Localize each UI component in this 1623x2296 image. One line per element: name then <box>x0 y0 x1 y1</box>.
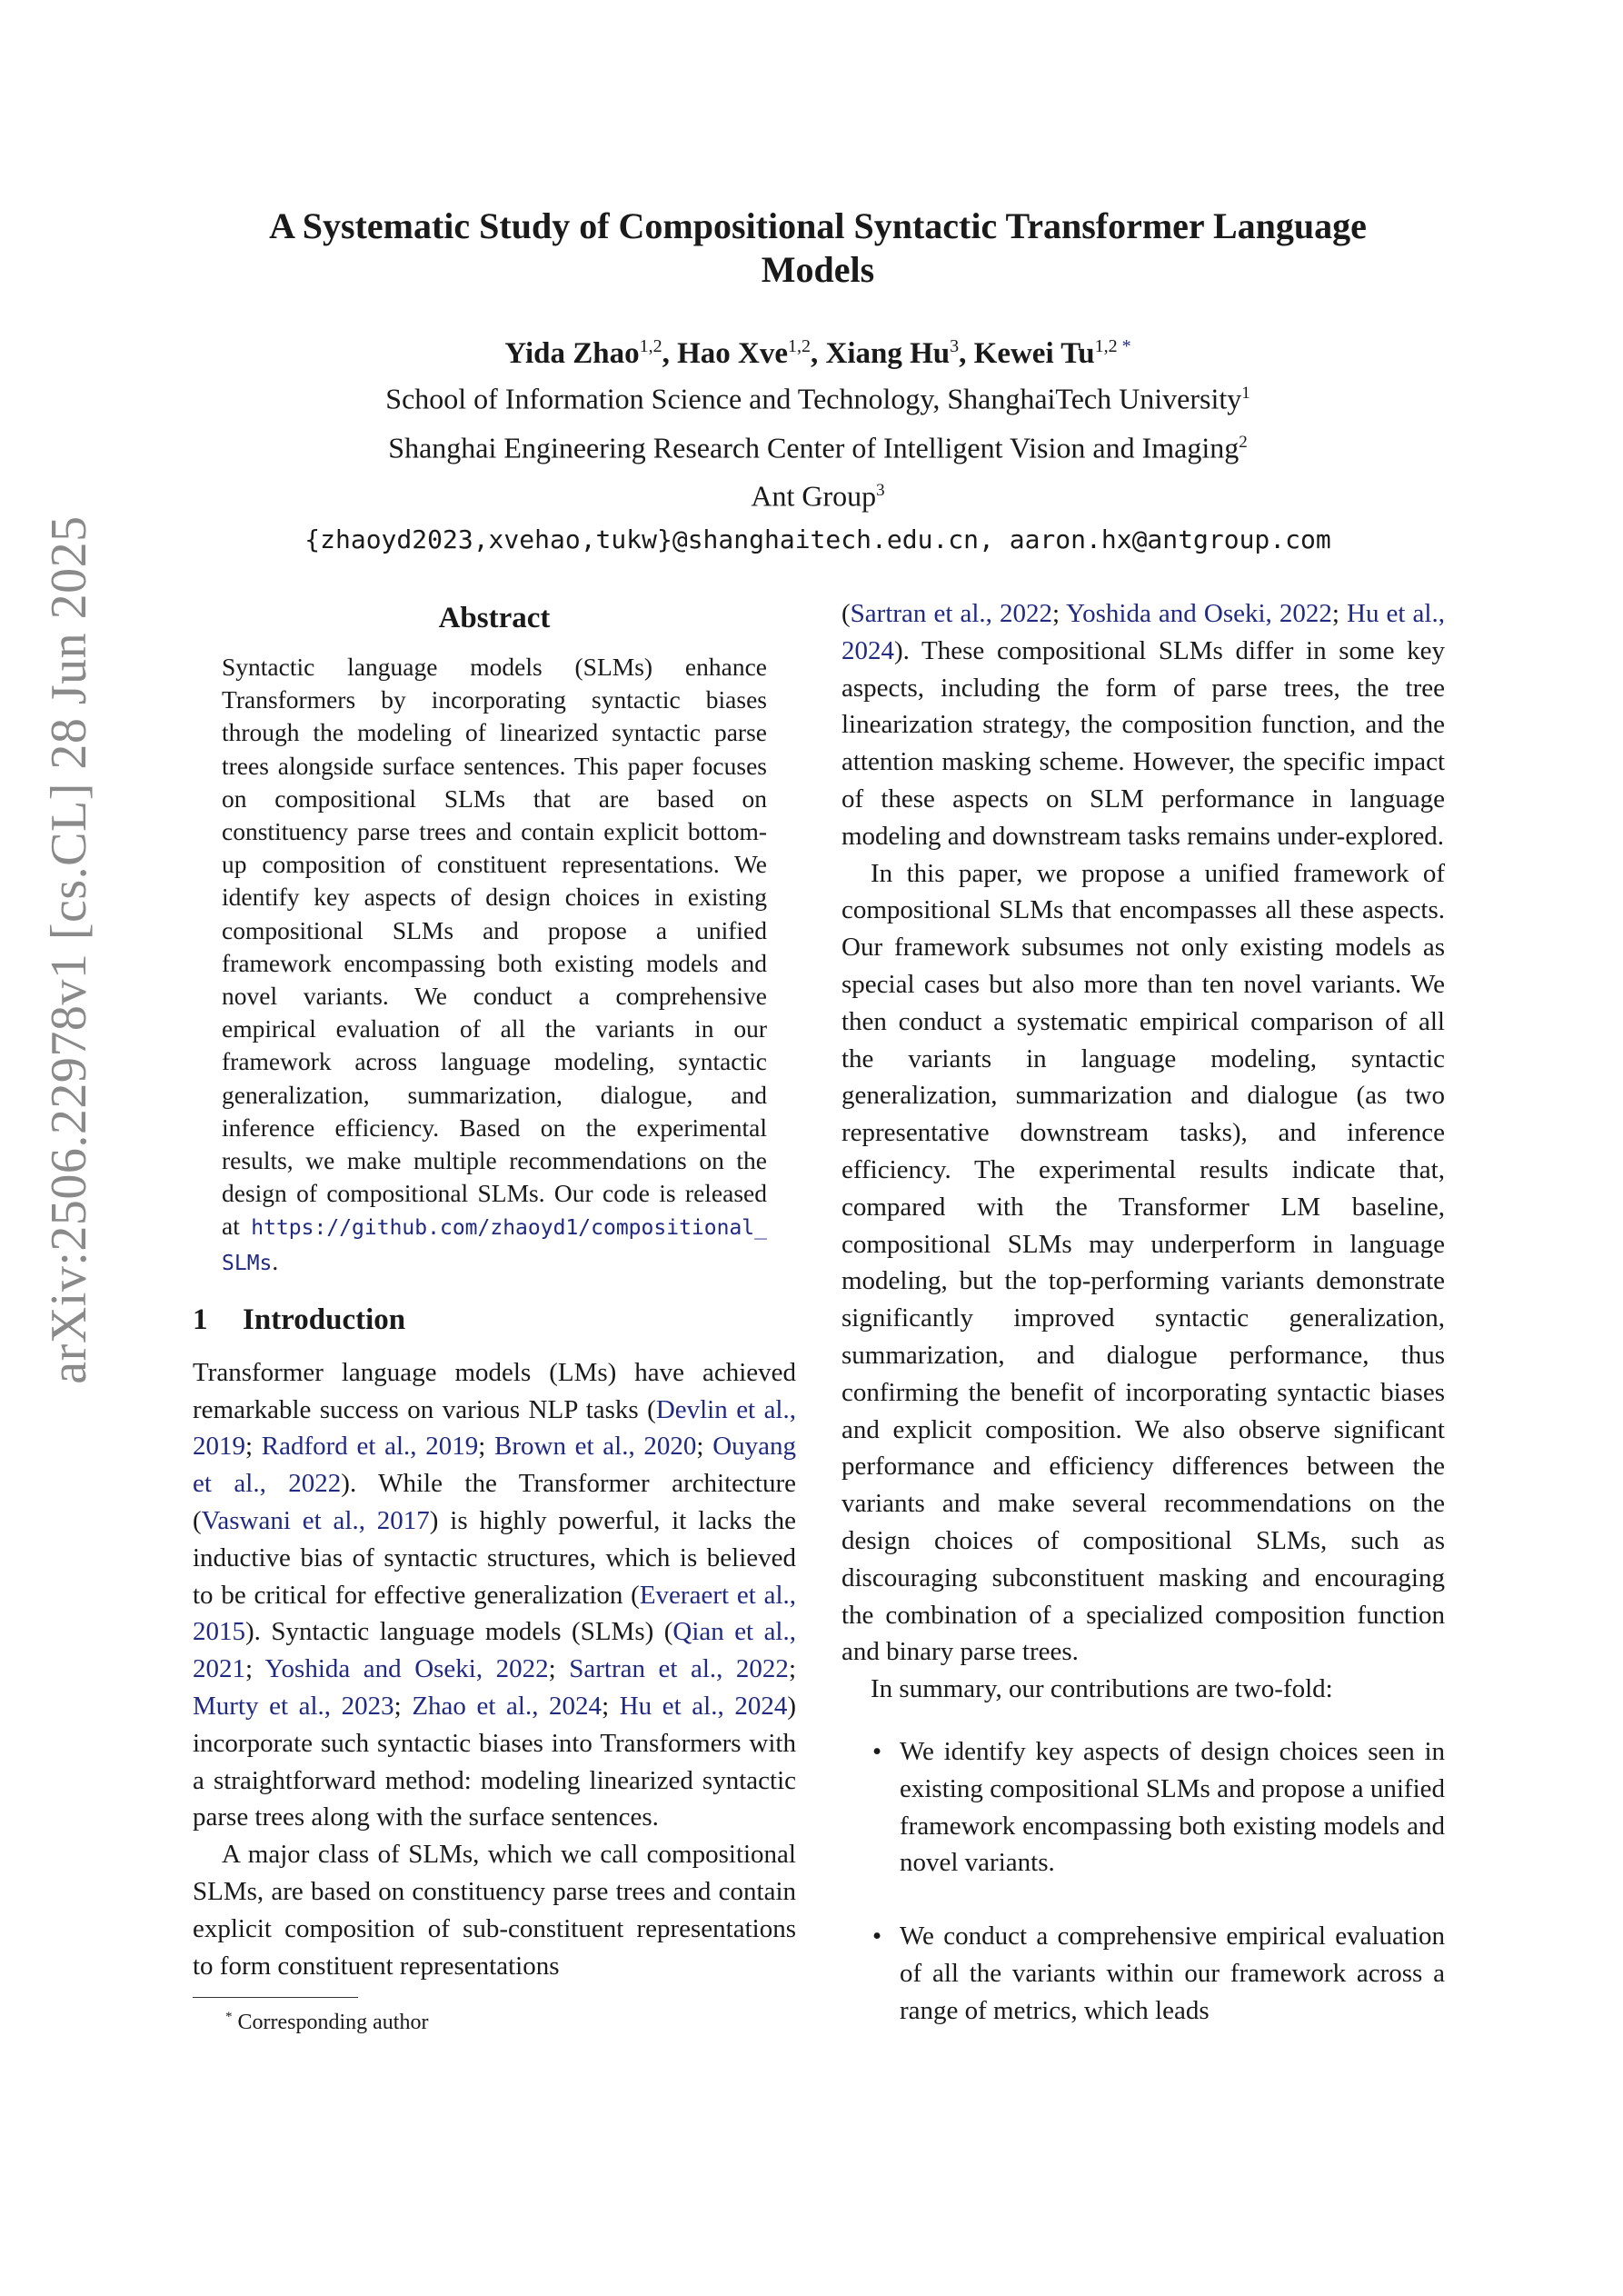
citation-link[interactable]: Murty et al., 2023 <box>193 1692 394 1722</box>
citation-link[interactable]: Hu et al., 2024 <box>619 1692 788 1722</box>
author-emails: {zhaoyd2023,xvehao,tukw}@shanghaitech.edu.cn, aaron.hx@antgroup.com <box>304 524 1331 554</box>
corresponding-author-mark[interactable]: * <box>1121 336 1131 356</box>
citation-link[interactable]: Devlin et al., 2019 <box>193 1394 796 1462</box>
author-name: Kewei Tu <box>973 337 1095 370</box>
bullet-marker: • <box>872 1736 882 1766</box>
author-name: Hao Xve <box>677 337 789 370</box>
citation-link[interactable]: Yoshida and Oseki, 2022 <box>1066 599 1332 628</box>
citation-link[interactable]: Sartran et al., 2022 <box>569 1654 789 1684</box>
intro-paragraph: Transformer language models (LMs) have achieved remarkable success on various NLP tasks (Devlin et al., 2019; Radford et al., 2019; Brown et al., 2020; Ouyang et al., 2022). While the Transformer architecture (Vaswani et al., 2017) is highly powerful, it lacks the inductive bias of syntactic structures, which is believed to be critical for effective generalization (Everaert et al., 2015). Syntactic language models (SLMs) (Qian et al., 2021; Yoshida and Oseki, 2022; Sartran et al., 2022; Murty et al., 2023; Zhao et al., 2024; Hu et al., 2024) incorporate such syntactic biases into Transformers with a straightforward method: modeling linearized syntactic parse trees along with the surface sentences. <box>193 1357 797 1832</box>
paper-title: A Systematic Study of Compositional Syntactic Transformer Language Models <box>269 205 1367 290</box>
affiliation-line: Ant Group$^3$ <box>751 479 885 513</box>
citation-link[interactable]: Hu et al., 2024 <box>841 599 1445 665</box>
author-list: Yida Zhao$^{1,2}$, Hao Xve$^{1,2}$, Xiang Hu$^3$, Kewei $Tu^{1,2 *}$ <box>504 336 1131 370</box>
intro-paragraph: In summary, our contributions are two-fold: <box>871 1674 1333 1704</box>
author-affiliation-mark: 1,2 <box>788 336 812 356</box>
citation-link[interactable]: Qian et al., 2021 <box>193 1617 796 1684</box>
citation-link[interactable]: Ouyang et al., 2022 <box>193 1432 797 1499</box>
citation-link[interactable]: Everaert et al., 2015 <box>193 1580 796 1647</box>
list-item-text: We conduct a comprehensive empirical evaluation of all the variants within our framework across a range of metrics, which leads <box>900 1922 1445 2025</box>
list-item <box>841 1918 1445 2029</box>
abstract-heading: Abstract <box>438 602 551 634</box>
author-affiliation-mark: 1,2 * <box>1094 336 1131 356</box>
list-item-text: We identify key aspects of design choices seen in existing compositional SLMs and propose a unified framework encompassing both existing models and novel variants. <box>900 1736 1445 1878</box>
code-repository-link[interactable]: https://github.com/zhaoyd1/compositional_SLMs <box>222 1216 767 1275</box>
affiliation-line: School of Information Science and Technology, ShanghaiTech University$^1$ <box>385 382 1250 415</box>
citation-link[interactable]: Sartran et al., 2022 <box>850 599 1053 628</box>
footnote: * Corresponding author <box>225 2010 429 2035</box>
author-affiliation-mark: 1,2 <box>639 336 662 356</box>
bullet-marker: • <box>872 1922 882 1952</box>
right-column <box>841 595 1445 2065</box>
contributions-list <box>841 1733 1445 2030</box>
list-item <box>841 1733 1445 1882</box>
citation-link[interactable]: Radford et al., 2019 <box>261 1432 479 1462</box>
left-column <box>193 595 796 2038</box>
intro-paragraph: (Sartran et al., 2022; Yoshida and Oseki, 2022; Hu et al., 2024). These compositional SLMs differ in some key aspects, including the form of parse trees, the tree linearization strategy, the composition function, and the attention masking scheme. However, the specific impact of these aspects on SLM performance in language modeling and downstream tasks remains under-explored. <box>841 599 1445 851</box>
author-name: Xiang Hu <box>825 337 951 370</box>
citation-link[interactable]: Zhao et al., 2024 <box>412 1692 602 1722</box>
citation-link[interactable]: Yoshida and Oseki, 2022 <box>264 1654 549 1684</box>
author-affiliation-mark: 3 <box>950 336 960 356</box>
citation-link[interactable]: Brown et al., 2020 <box>494 1432 697 1462</box>
affiliation-line: Shanghai Engineering Research Center of Intelligent Vision and Imaging$^2$ <box>388 431 1248 464</box>
intro-paragraph: A major class of SLMs, which we call compositional SLMs, are based on constituency parse trees and contain explicit composition of sub-constituent representations to form constituent representations <box>193 1840 796 1981</box>
intro-paragraph: In this paper, we propose a unified framework of compositional SLMs that encompasses all these aspects. Our framework subsumes not only existing models as special cases but also more than ten novel variants. We then conduct a systematic empirical comparison of all the variants in language modeling, syntactic generalization, summarization and dialogue (as two representative downstream tasks), and inference efficiency. The experimental results indicate that, compared with the Transformer LM baseline, compositional SLMs may underperform in language modeling, but the top-performing variants demonstrate significantly improved syntactic generalization, summarization, and dialogue performance, thus confirming the benefit of incorporating syntactic biases and explicit composition. We also observe significant performance and efficiency differences between the variants and make several recommendations on the design choices of compositional SLMs, such as discouraging subconstituent masking and encouraging the combination of a specialized composition function and binary parse trees. <box>841 858 1445 1667</box>
footnote-divider <box>193 1997 358 1998</box>
abstract-body: Syntactic language models (SLMs) enhance Transformers by incorporating syntactic biases through the modeling of linearized syntactic parse trees alongside surface sentences. This paper focuses on compositional SLMs that are based on constituency parse trees and contain explicit bottom-up composition of constituent representations. We identify key aspects of design choices in existing compositional SLMs and propose a unified framework encompassing both existing models and novel variants. We conduct a comprehensive empirical evaluation of all the variants in our framework across language modeling, syntactic generalization, summarization, dialogue, and inference efficiency. Based on the experimental results, we make multiple recommendations on the design of compositional SLMs. Our code is released at https://github.com/zhaoyd1/compositional_SLMs. <box>222 653 767 1275</box>
paper-header <box>182 205 1454 560</box>
arxiv-identifier-stamp: arXiv:2506.22978v1 [cs.CL] 28 Jun 2025 <box>41 515 97 1384</box>
section-heading-introduction: 1 Introduction <box>193 1303 406 1336</box>
author-name: Yida Zhao <box>504 337 640 370</box>
citation-link[interactable]: Vaswani et al., 2017 <box>201 1506 430 1536</box>
